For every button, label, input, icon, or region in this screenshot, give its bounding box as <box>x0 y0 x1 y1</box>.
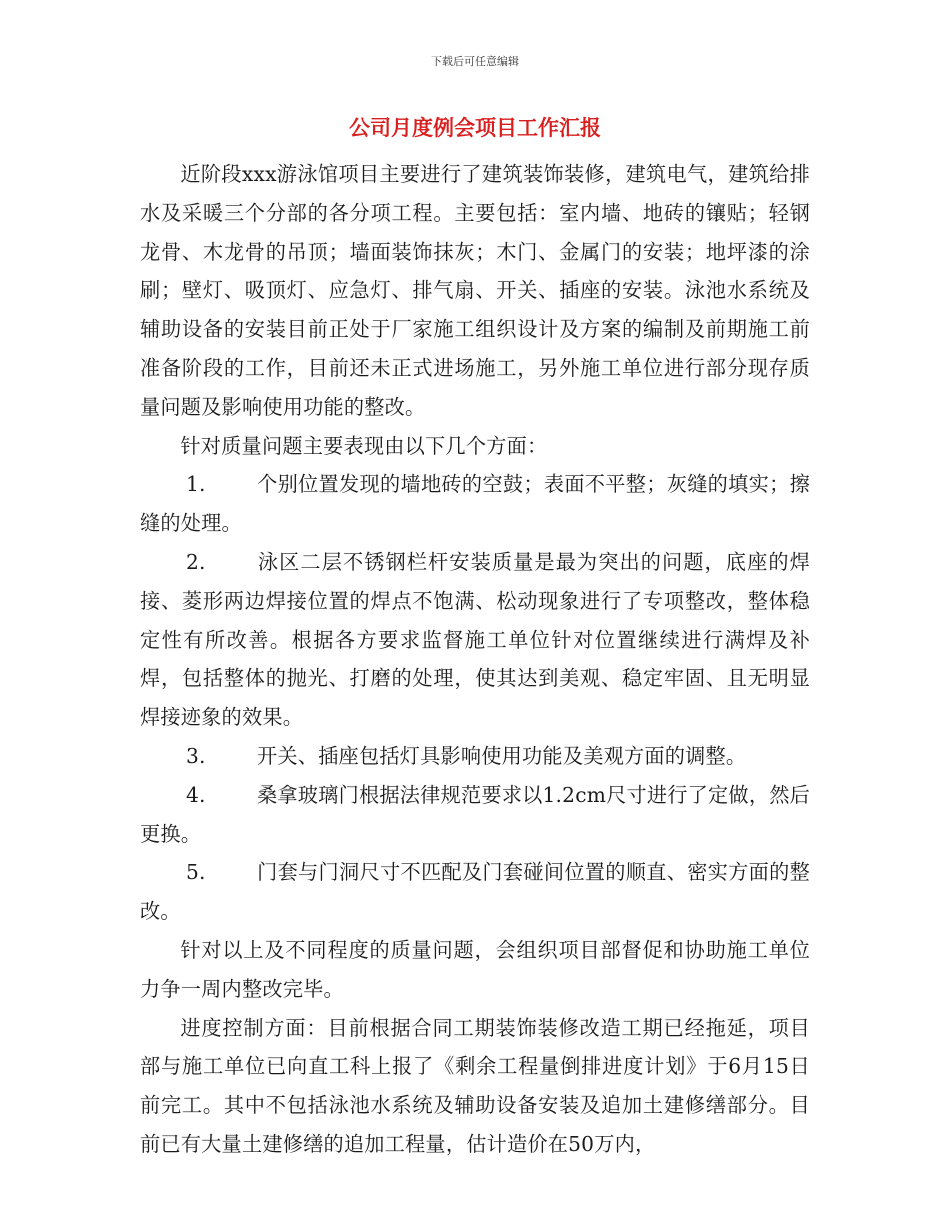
list-item <box>140 853 810 931</box>
list-item-number: 1. <box>186 472 206 497</box>
intro-paragraph: 近阶段xxx游泳馆项目主要进行了建筑装饰装修，建筑电气，建筑给排水及采暖三个分部的各分项工程。主要包括：室内墙、地砖的镶贴；轻钢龙骨、木龙骨的吊顶；墙面装饰抹灰；木门、金属门的安装；地坪漆的涂刷；壁灯、吸顶灯、应急灯、排气扇、开关、插座的安装。泳池水系统及辅助设备的安装目前正处于厂家施工组织设计及方案的编制及前期施工前准备阶段的工作，目前还未正式进场施工，另外施工单位进行部分现存质量问题及影响使用功能的整改。 <box>140 162 810 419</box>
document-title: 公司月度例会项目工作汇报 <box>349 116 601 140</box>
quality-intro-paragraph: 针对质量问题主要表现由以下几个方面： <box>180 433 548 458</box>
list-item-number: 4. <box>186 782 206 807</box>
list-item-number: 5. <box>186 860 206 885</box>
list-item <box>140 737 810 776</box>
list-item-text: 开关、插座包括灯具影响使用功能及美观方面的调整。 <box>257 743 747 768</box>
list-item <box>140 465 810 543</box>
list-item-number: 2. <box>186 549 206 574</box>
list-item <box>140 776 810 854</box>
list-item <box>140 543 810 737</box>
document-body <box>140 155 810 1164</box>
progress-paragraph: 进度控制方面：目前根据合同工期装饰装修改造工期已经拖延，项目部与施工单位已向直工科上报了《剩余工程量倒排进度计划》于6月15日前完工。其中不包括泳池水系统及辅助设备安装及追加土建修缮部分。目前已有大量土建修缮的追加工程量，估计造价在50万内， <box>140 1015 810 1156</box>
quality-summary-paragraph: 针对以上及不同程度的质量问题，会组织项目部督促和协助施工单位力争一周内整改完毕。 <box>140 937 810 1001</box>
list-item-number: 3. <box>186 743 206 768</box>
list-item-text: 门套与门洞尺寸不匹配及门套碰间位置的顺直、密实方面的整改。 <box>140 860 810 924</box>
list-item-text: 泳区二层不锈钢栏杆安装质量是最为突出的问题，底座的焊接、菱形两边焊接位置的焊点不饱满、松动现象进行了专项整改，整体稳定性有所改善。根据各方要求监督施工单位针对位置继续进行满焊及补焊，包括整体的抛光、打磨的处理，使其达到美观、稳定牢固、且无明显焊接迹象的效果。 <box>140 549 810 730</box>
list-item-text: 桑拿玻璃门根据法律规范要求以1.2cm尺寸进行了定做，然后更换。 <box>140 782 810 846</box>
list-item-text: 个别位置发现的墙地砖的空鼓；表面不平整；灰缝的填实；擦缝的处理。 <box>140 472 810 536</box>
header-note: 下载后可任意编辑 <box>431 55 519 68</box>
